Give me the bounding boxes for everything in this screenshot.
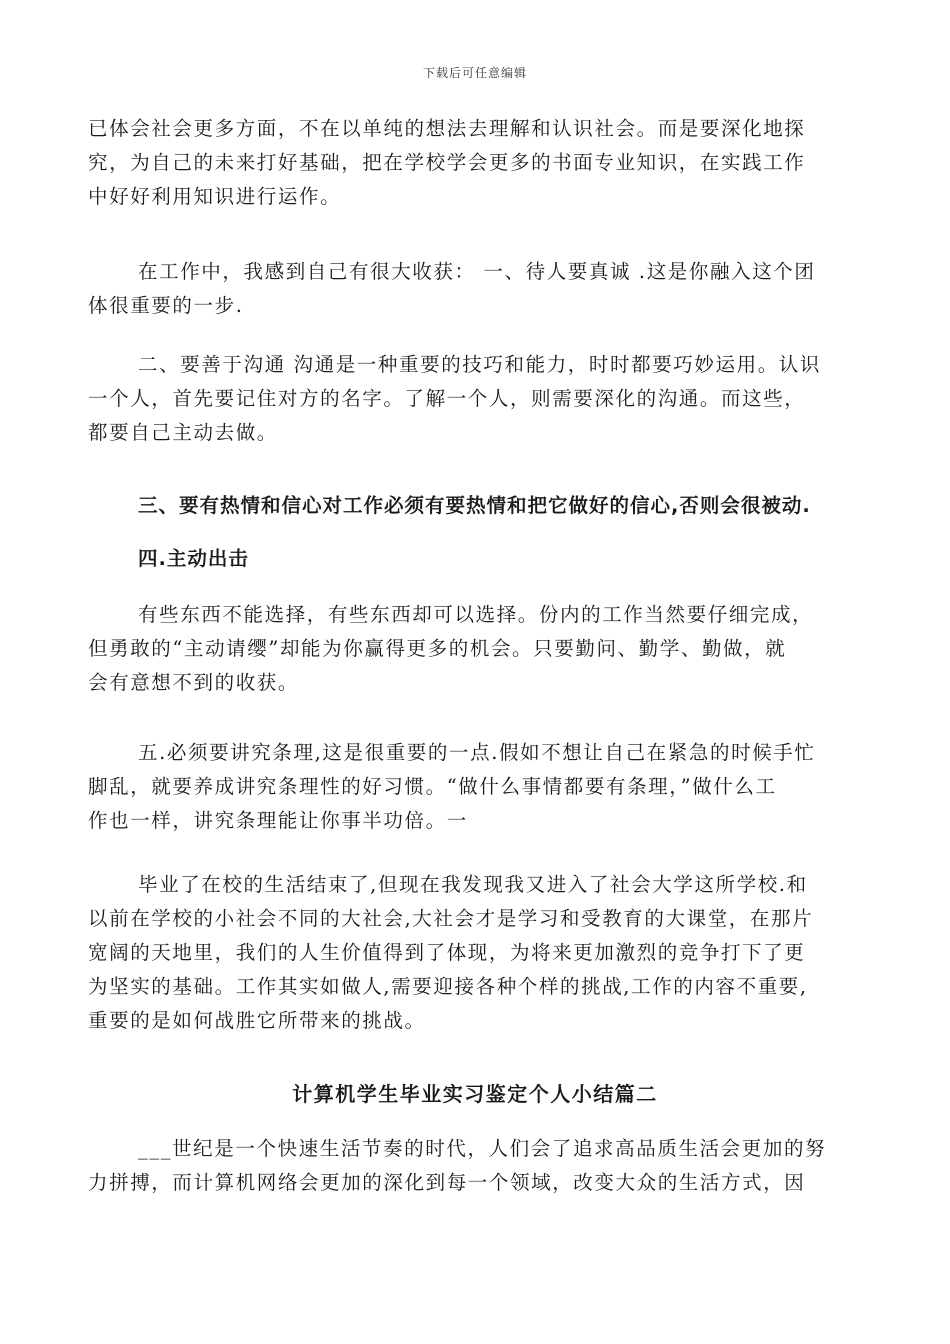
page-header: 下载后可任意编辑 (422, 66, 527, 80)
paragraph-line: 二、要善于沟通 沟通是一种重要的技巧和能力，时时都要巧妙运用。认识 (138, 353, 821, 376)
paragraph-line: 毕业了在校的生活结束了,但现在我发现我又进入了社会大学这所学校.和 (138, 873, 808, 896)
paragraph-7 (88, 736, 863, 838)
paragraph-line: 有些东西不能选择，有些东西却可以选择。份内的工作当然要仔细完成， (138, 603, 814, 626)
paragraph-line: 作也一样，讲究条理能让你事半功倍。一 (88, 809, 468, 832)
paragraph-line: 体很重要的一步. (88, 294, 244, 317)
paragraph-line: 重要的是如何战胜它所带来的挑战。 (88, 1009, 426, 1032)
paragraph-line: 一个人，首先要记住对方的名字。了解一个人，则需要深化的沟通。而这些， (88, 387, 806, 410)
paragraph-line: 中好好利用知识进行运作。 (88, 185, 342, 208)
paragraph-line: 以前在学校的小社会不同的大社会,大社会才是学习和受教育的大课堂，在那片 (88, 907, 814, 930)
paragraph-1 (88, 112, 863, 214)
paragraph-line: 已体会社会更多方面，不在以单纯的想法去理解和认识社会。而是要深化地探 (88, 117, 806, 140)
paragraph-5-heading (88, 542, 863, 576)
paragraph-line: 但勇敢的“主动请缨”却能为你赢得更多的机会。只要勤问、勤学、勤做，就 (88, 637, 787, 660)
paragraph-8 (88, 868, 863, 1038)
paragraph-line: 三、要有热情和信心对工作必须有要热情和把它做好的信心,否则会很被动. (138, 494, 811, 517)
paragraph-line: 为坚实的基础。工作其实如做人,需要迎接各种个样的挑战,工作的内容不重要, (88, 975, 808, 998)
paragraph-line: 在工作中，我感到自己有很大收获： 一、待人要真诚 .这是你融入这个团 (138, 260, 816, 283)
section-title: 计算机学生毕业实习鉴定个人小结篇二 (292, 1082, 658, 1106)
paragraph-line: ___世纪是一个快速生活节奏的时代，人们会了追求高品质生活会更加的努 (138, 1137, 827, 1160)
paragraph-6 (88, 598, 863, 700)
paragraph-2 (88, 255, 863, 323)
paragraph-line: 五.必须要讲究条理,这是很重要的一点.假如不想让自己在紧急的时候手忙 (138, 741, 816, 764)
paragraph-line: 都要自己主动去做。 (88, 421, 278, 444)
paragraph-line: 宽阔的天地里，我们的人生价值得到了体现，为将来更加激烈的竞争打下了更 (88, 941, 806, 964)
paragraph-line: 四.主动出击 (138, 547, 249, 570)
paragraph-line: 会有意想不到的收获。 (88, 671, 300, 694)
paragraph-line: 究，为自己的未来打好基础，把在学校学会更多的书面专业知识，在实践工作 (88, 151, 806, 174)
paragraph-line: 脚乱，就要养成讲究条理性的好习惯。“做什么事情都要有条理，”做什么工 (88, 775, 777, 798)
closing-paragraph (88, 1132, 863, 1200)
paragraph-4-heading (88, 489, 863, 523)
paragraph-line: 力拼搏，而计算机网络会更加的深化到每一个领域，改变大众的生活方式，因 (88, 1171, 806, 1194)
paragraph-3 (88, 348, 863, 450)
